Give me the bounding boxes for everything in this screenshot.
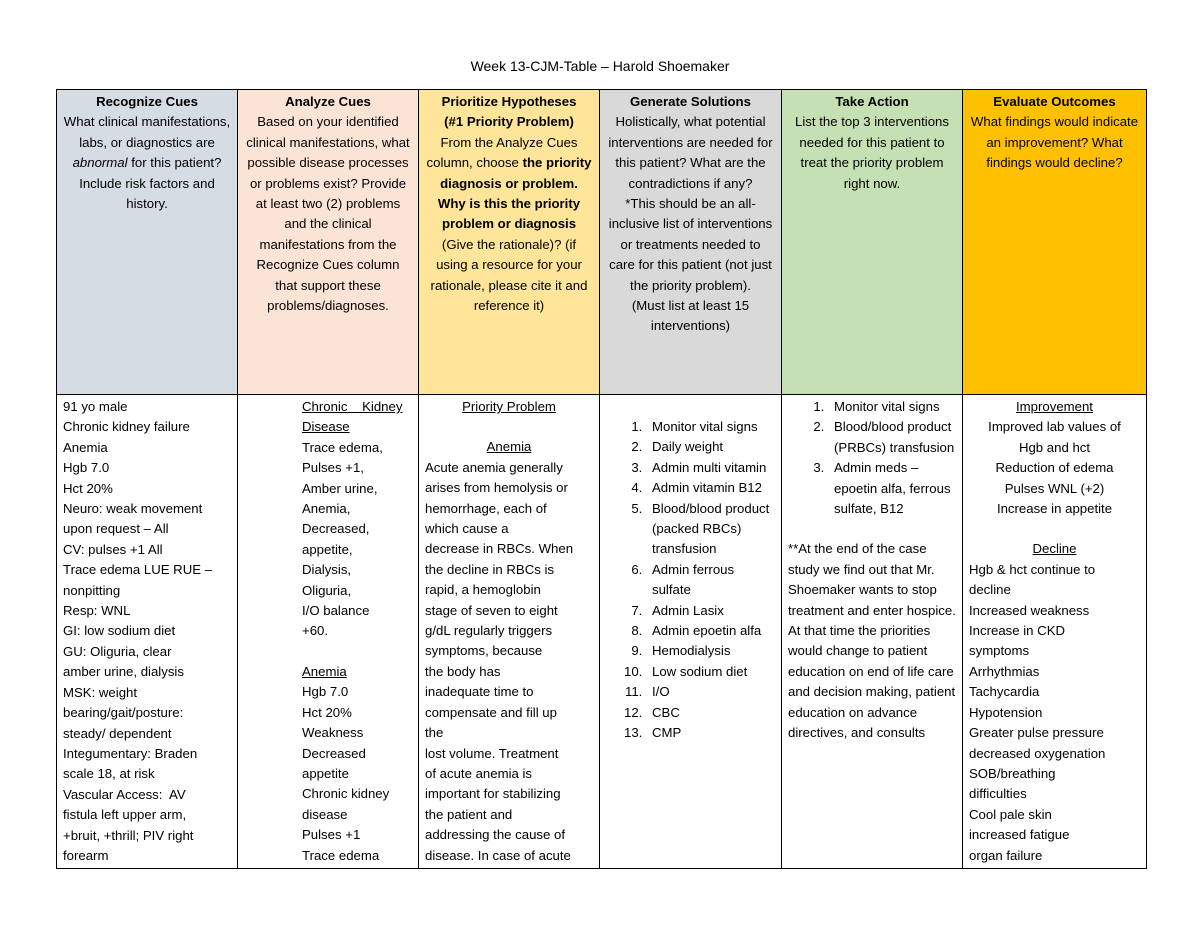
recognize-cue-line: steady/ dependent [63,725,172,741]
prioritize-cell [419,395,600,869]
analyze-list [302,682,412,866]
intervention-item: 1. Monitor vital signs [646,417,775,437]
intervention-item: 2. Daily weight [646,437,775,457]
analyze-heading: Anemia [302,663,347,679]
analyze-cues-cell [238,395,419,869]
improvement-line: Reduction of edema [995,460,1114,476]
header-title: Prioritize Hypotheses [441,94,577,109]
header-generate-solutions [600,90,782,395]
header-title: Take Action [835,94,909,109]
recognize-cue-line: Integumentary: Braden [63,745,198,761]
improvement-line: Hgb and hct [1018,439,1091,455]
header-title: Recognize Cues [96,94,198,109]
rationale-line: rapid, a hemoglobin [425,582,541,598]
decline-line: Arrhythmias [969,663,1040,679]
analyze-line: Hct 20% [302,704,352,720]
priority-heading: Priority Problem [462,399,556,414]
analyze-line: Trace edema [302,847,380,863]
top-intervention-item: 3. Admin meds – epoetin alfa, ferrous sulfate, B12 [828,458,956,519]
intervention-item: 4. Admin vitamin B12 [646,478,775,498]
decline-line: Increased weakness [969,602,1090,618]
analyze-heading: Disease [302,419,350,435]
header-take-action [782,90,963,395]
analyze-list [302,438,412,642]
analyze-line: Trace edema, [302,439,383,455]
rationale-line: the patient and [425,806,513,822]
recognize-cue-line: CV: pulses +1 All [63,541,163,557]
rationale-line: the decline in RBCs is [425,561,555,577]
header-italic: abnormal [72,155,128,171]
top-intervention-item: 2. Blood/blood product (PRBCs) transfusion [828,417,956,458]
priority-problem: Anemia [486,439,532,455]
recognize-cue-line: fistula left upper arm, [63,807,187,823]
header-subtitle: (#1 Priority Problem) [444,114,574,130]
intervention-item: 13. CMP [646,723,775,743]
decline-list [969,560,1140,866]
analyze-line: Decreased, [302,521,370,537]
recognize-cue-line: nonpitting [63,582,121,598]
evaluate-outcomes-cell [963,395,1147,869]
rationale-line: decrease in RBCs. When [425,541,574,557]
header-text: *This should be an all-inclusive list of interventions or treatments needed to care for this patient (not just the priority problem). [608,196,773,293]
recognize-cue-line: Anemia [63,439,108,455]
analyze-line: Pulses +1, [302,460,364,476]
intervention-item: 6. Admin ferrous sulfate [646,560,775,601]
header-bold-text: the priority diagnosis or problem. Why is this the priority problem or diagnosis [437,155,592,232]
rationale-line: arises from hemolysis or [425,480,568,496]
intervention-item: 3. Admin multi vitamin [646,458,775,478]
analyze-line: Amber urine, [302,480,378,496]
content-row [57,395,1147,869]
intervention-item: 9. Hemodialysis [646,641,775,661]
recognize-cue-line: Hct 20% [63,480,113,496]
recognize-cue-line: 91 yo male [63,399,128,414]
recognize-cue-line: Hgb 7.0 [63,460,110,476]
decline-line: Cool pale skin [969,806,1052,822]
analyze-line: Chronic kidney [302,786,390,802]
take-action-cell [782,395,963,869]
analyze-line: Anemia, [302,501,351,517]
header-recognize-cues [57,90,238,395]
header-text: From the Analyze Cues column, choose [426,134,578,171]
header-text: List the top 3 interventions needed for this patient to treat the priority problem right now. [795,114,949,191]
recognize-cue-line: forearm [63,847,109,863]
recognize-cue-line: scale 18, at risk [63,766,155,782]
header-text: What findings would indicate an improvement? What findings would decline? [970,114,1139,171]
decline-line: SOB/breathing [969,765,1056,781]
header-row [57,90,1147,395]
recognize-cue-line: amber urine, dialysis [63,664,184,680]
decline-line: decreased oxygenation [969,745,1106,761]
rationale-line: which cause a [425,521,509,537]
recognize-cue-line: Trace edema LUE RUE – [63,562,213,578]
improvement-line: Pulses WNL (+2) [1004,480,1105,496]
recognize-cue-line: MSK: weight [63,684,138,700]
intervention-item: 10. Low sodium diet [646,662,775,682]
rationale-line: symptoms, because [425,643,543,659]
recognize-cue-line: bearing/gait/posture: [63,705,184,721]
recognize-cues-list [63,397,231,866]
intervention-item: 11. I/O [646,682,775,702]
rationale-line: hemorrhage, each of [425,500,547,516]
analyze-line: disease [302,806,348,822]
recognize-cue-line: Vascular Access: AV [63,786,186,802]
rationale-line: disease. In case of acute [425,847,571,863]
analyze-line: Decreased [302,745,366,761]
analyze-heading: Chronic Kidney [302,399,403,414]
top-interventions-list [788,397,956,519]
decline-line: increased fatigue [969,827,1070,843]
header-text: What clinical manifestations, labs, or diagnostics are [63,114,231,150]
analyze-line: Pulses +1 [302,827,361,843]
rationale-line: addressing the cause of [425,827,566,843]
rationale-line: lost volume. Treatment [425,745,559,761]
rationale-line: the [425,725,444,741]
decline-line: organ failure [969,847,1043,863]
improvement-line: Improved lab values of [988,419,1121,435]
header-text: (Give the rationale)? (if using a resource for your rationale, please cite it and reference it) [430,236,588,314]
recognize-cue-line: upon request – All [63,521,169,537]
analyze-line: +60. [302,623,329,639]
header-text: (Must list at least 15 interventions) [631,298,750,334]
analyze-line: Oliguria, [302,582,352,598]
intervention-item: 8. Admin epoetin alfa [646,621,775,641]
decline-heading: Decline [1032,541,1077,557]
analyze-line: Hgb 7.0 [302,684,349,700]
decline-line: decline [969,582,1011,598]
recognize-cue-line: +bruit, +thrill; PIV right [63,827,194,843]
recognize-cues-cell [57,395,238,869]
hospice-note: **At the end of the case study we find out that Mr. Shoemaker wants to stop treatment and enter hospice. At that time the priorities would change to patient education on end of life care and decision making, patient education on advance directives, and consults [788,541,956,741]
intervention-item: 12. CBC [646,703,775,723]
improvement-heading: Improvement [1016,399,1093,414]
analyze-line: appetite [302,765,349,781]
rationale-line: important for stabilizing [425,786,561,802]
decline-line: Hgb & hct continue to [969,561,1096,577]
recognize-cue-line: Neuro: weak movement [63,501,203,517]
rationale-line: Acute anemia generally [425,459,563,475]
header-prioritize-hypotheses [419,90,600,395]
analyze-line: appetite, [302,541,353,557]
decline-line: Increase in CKD [969,623,1066,639]
analyze-line: I/O balance [302,603,370,619]
cjm-table [56,89,1147,869]
improvement-list [969,417,1140,519]
document-title: Week 13-CJM-Table – Harold Shoemaker [470,58,730,74]
rationale-line: compensate and fill up [425,704,557,720]
recognize-cue-line: GU: Oliguria, clear [63,643,172,659]
decline-line: Greater pulse pressure [969,725,1104,741]
recognize-cue-line: GI: low sodium diet [63,623,176,639]
rationale-line: the body has [425,663,501,679]
decline-line: symptoms [969,643,1030,659]
recognize-cue-line: Resp: WNL [63,603,131,619]
recognize-cue-line: Chronic kidney failure [63,419,190,435]
top-intervention-item: 1. Monitor vital signs [828,397,956,417]
header-text: Holistically, what potential interventions are needed for this patient? What are the contradictions if any? [608,114,773,191]
interventions-list [606,417,775,744]
header-title: Generate Solutions [630,94,751,109]
intervention-item: 7. Admin Lasix [646,601,775,621]
decline-line: Hypotension [969,704,1043,720]
analyze-line: Weakness [302,725,364,741]
header-text: Based on your identified clinical manifestations, what possible disease processes or problems exist? Provide at least two (2) problems and the clinical manifestations from the Recognize Cues column that support these problems/diagnoses. [246,114,410,314]
rationale-line: inadequate time to [425,684,534,700]
intervention-item: 5. Blood/blood product (packed RBCs) transfusion [646,499,775,560]
header-title: Evaluate Outcomes [993,94,1116,109]
rationale-line: of acute anemia is [425,765,533,781]
header-analyze-cues [238,90,419,395]
improvement-line: Increase in appetite [996,501,1113,517]
analyze-line: Dialysis, [302,562,352,578]
rationale-line: g/dL regularly triggers [425,623,553,639]
decline-line: difficulties [969,786,1027,802]
header-evaluate-outcomes [963,90,1147,395]
rationale-line: stage of seven to eight [425,602,558,618]
generate-solutions-cell [600,395,782,869]
header-title: Analyze Cues [285,94,371,109]
rationale-text [425,458,593,866]
header-text: for this patient? Include risk factors and history. [79,155,222,212]
decline-line: Tachycardia [969,684,1040,700]
